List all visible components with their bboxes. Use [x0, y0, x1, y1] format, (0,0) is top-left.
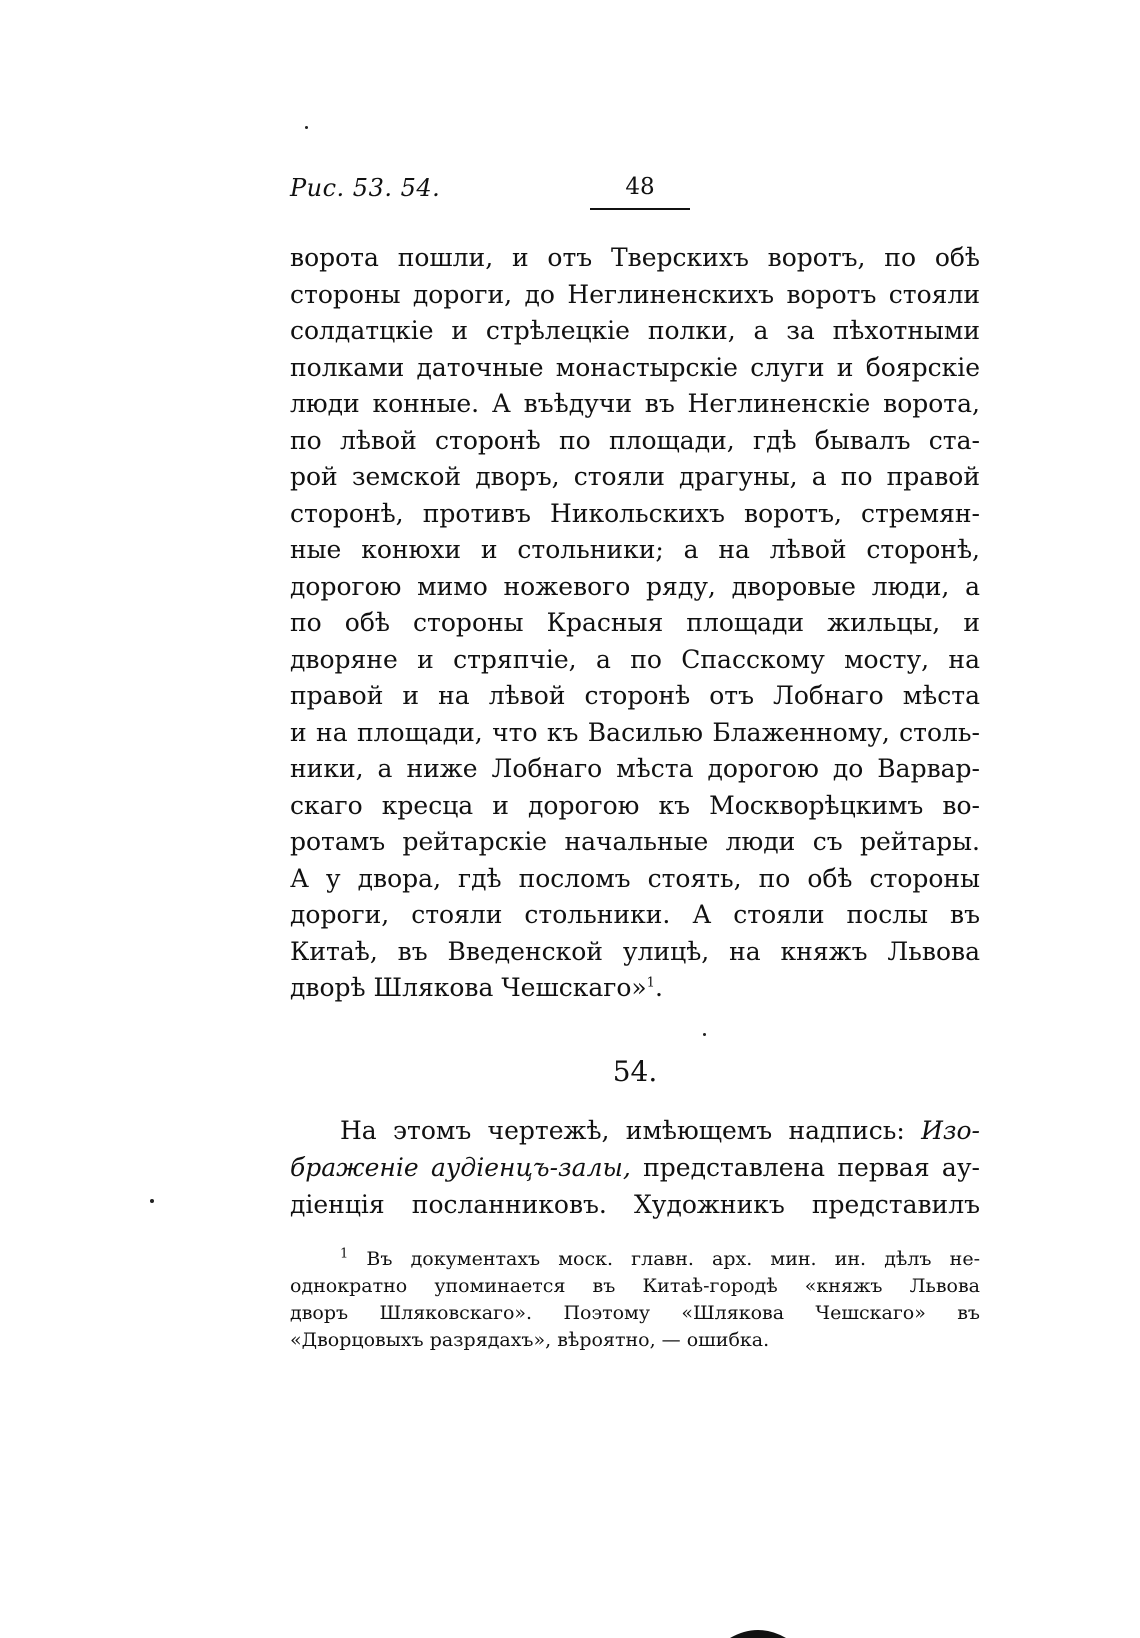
text-line: скаго кресца и дорогою къ Москворѣцкимъ во-	[290, 790, 980, 820]
text-line: стороны дороги, до Неглиненскихъ воротъ стояли	[290, 279, 980, 309]
text-line: люди конные. А въѣдучи въ Неглиненскіе ворота,	[290, 389, 980, 418]
text-line: ворота пошли, и отъ Тверскихъ воротъ, по обѣ	[290, 243, 980, 272]
footnote-reference[interactable]: 1	[646, 975, 655, 991]
text-line: А у двора, гдѣ посломъ стоять, по обѣ стороны	[290, 863, 980, 893]
figure-reference: Рис. 53. 54.	[290, 174, 441, 202]
footnote-line: «Дворцовыхъ разрядахъ», вѣроятно, — ошибка.	[290, 1329, 770, 1351]
text-fragment: Въ документахъ моск. главн. арх. мин. ин. дѣлъ не-	[366, 1248, 980, 1270]
footnote-line: дворъ Шляковскаго». Поэтому «Шлякова Чешскаго» въ	[290, 1302, 980, 1324]
ink-speck	[150, 1199, 154, 1203]
text-fragment: представлена первая ау-	[630, 1153, 980, 1182]
text-line: ники, а ниже Лобнаго мѣста дорогою до Варвар-	[290, 754, 980, 783]
ink-speck	[703, 1033, 706, 1036]
text-line: Китаѣ, въ Введенской улицѣ, на княжъ Львова	[290, 936, 980, 966]
text-line: по лѣвой сторонѣ по площади, гдѣ бывалъ ста-	[290, 425, 980, 455]
text-line: дорогою мимо ножевого ряду, дворовые люди, а	[290, 571, 980, 601]
page-header	[290, 168, 980, 208]
section-heading: 54.	[612, 1055, 658, 1088]
text-line: дворяне и стряпчіе, а по Спасскому мосту, на	[290, 644, 980, 674]
text-fragment: .	[654, 973, 663, 1002]
text-line: діенція посланниковъ. Художникъ представилъ	[290, 1190, 980, 1219]
italic-title: Изо-	[921, 1116, 980, 1145]
ink-speck	[305, 126, 308, 129]
text-line: солдатцкіе и стрѣлецкіе полки, а за пѣхотными	[290, 316, 980, 345]
text-fragment: На этомъ чертежѣ, имѣющемъ надпись:	[340, 1116, 922, 1145]
text-line-last	[290, 970, 980, 1007]
footnote-block	[290, 1246, 980, 1354]
text-line	[290, 1149, 980, 1186]
italic-title: браженіе аудіенцъ-залы,	[290, 1153, 631, 1182]
text-fragment: дворѣ Шлякова Чешскаго»	[290, 973, 647, 1002]
text-line: рой земской дворъ, стояли драгуны, а по правой	[290, 462, 980, 491]
text-line: полками даточные монастырскіе слуги и боярскіе	[290, 352, 980, 382]
text-line: по обѣ стороны Красныя площади жильцы, и	[290, 608, 980, 637]
text-line: дороги, стояли стольники. А стояли послы въ	[290, 900, 980, 929]
section-text	[290, 1112, 980, 1223]
printer-ornament	[728, 1624, 788, 1638]
text-line: сторонѣ, противъ Никольскихъ воротъ, стремян-	[290, 498, 980, 528]
text-line: ротамъ рейтарскіе начальные люди съ рейтары.	[290, 827, 980, 856]
text-line: и на площади, что къ Василью Блаженному, столь-	[290, 717, 980, 747]
footnote-line	[290, 1246, 980, 1273]
page-number: 48	[590, 174, 690, 210]
footnote-line: однократно упоминается въ Китаѣ-городѣ «княжъ Львова	[290, 1275, 980, 1297]
text-line: ные конюхи и стольники; а на лѣвой сторонѣ,	[290, 535, 980, 564]
text-line	[290, 1112, 980, 1149]
body-text	[290, 240, 980, 1007]
text-line: правой и на лѣвой сторонѣ отъ Лобнаго мѣста	[290, 681, 980, 710]
footnote-marker: 1	[340, 1246, 349, 1262]
